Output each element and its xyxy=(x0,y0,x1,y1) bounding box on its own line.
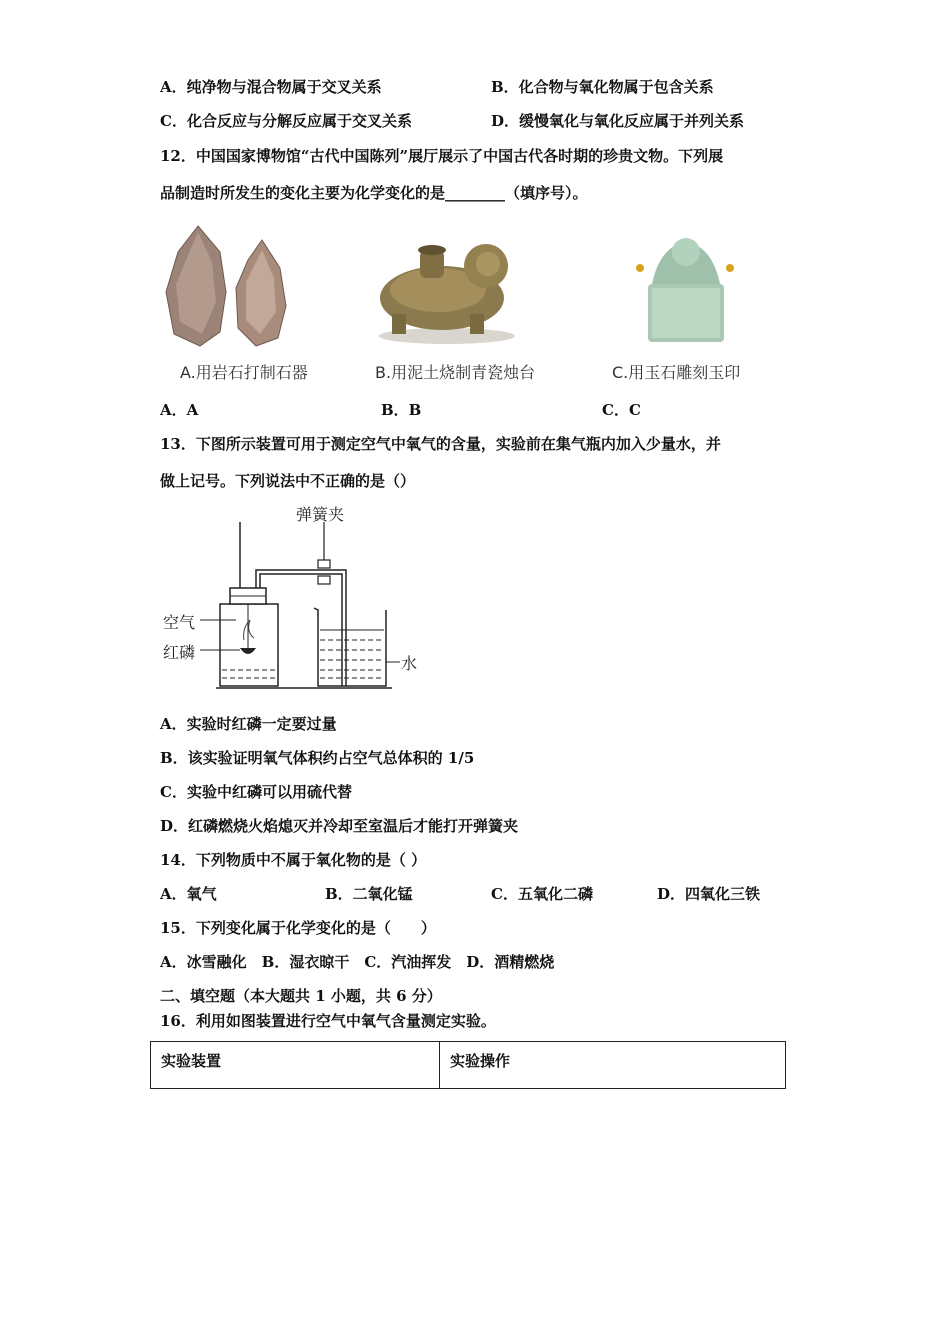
q12-caption-c: C.用玉石雕刻玉印 xyxy=(612,363,741,382)
q13-stem-line2: 做上记号。下列说法中不正确的是（） xyxy=(160,472,416,490)
q14-stem: 14．下列物质中不属于氧化物的是（ ） xyxy=(160,851,427,869)
q13-option-b: B．该实验证明氧气体积约占空气总体积的 1/5 xyxy=(160,749,475,767)
q16-table-header-apparatus: 实验装置 xyxy=(151,1042,440,1089)
q15-stem: 15．下列变化属于化学变化的是（ ） xyxy=(160,919,436,937)
q13-option-c: C．实验中红磷可以用硫代替 xyxy=(160,783,352,801)
q16-table xyxy=(150,1041,786,1089)
diagram-label-air: 空气 xyxy=(163,613,196,632)
q14-option-d: D．四氧化三铁 xyxy=(657,885,761,903)
q12-caption-b: B.用泥土烧制青瓷烛台 xyxy=(375,363,536,382)
diagram-label-water: 水 xyxy=(401,654,418,673)
q12-option-c: C．C xyxy=(602,401,641,419)
jade-seal-image xyxy=(630,222,740,348)
q12-stem-line2: 品制造时所发生的变化主要为化学变化的是________（填序号）。 xyxy=(160,184,588,202)
q13-option-d: D．红磷燃烧火焰熄灭并冷却至室温后才能打开弹簧夹 xyxy=(160,817,519,835)
q12-caption-a: A.用岩石打制石器 xyxy=(180,363,308,382)
q16-table-header-operation: 实验操作 xyxy=(440,1042,786,1089)
diagram-label-phosphorus: 红磷 xyxy=(163,643,196,662)
q13-option-a: A．实验时红磷一定要过量 xyxy=(160,715,337,733)
q12-option-a: A．A xyxy=(160,401,199,419)
q14-option-c: C．五氧化二磷 xyxy=(491,885,593,903)
q11-option-c: C．化合反应与分解反应属于交叉关系 xyxy=(160,112,412,130)
section-two-title: 二、填空题（本大题共 1 小题，共 6 分） xyxy=(160,987,442,1005)
oxygen-measurement-apparatus xyxy=(160,500,440,700)
q14-option-b: B．二氧化锰 xyxy=(325,885,413,903)
stone-tools-image xyxy=(160,222,295,350)
q11-option-d: D．缓慢氧化与氧化反应属于并列关系 xyxy=(491,112,745,130)
q12-stem-line1: 12．中国国家博物馆“古代中国陈列”展厅展示了中国古代各时期的珍贵文物。下列展 xyxy=(160,147,724,165)
q14-option-a: A．氧气 xyxy=(160,885,217,903)
q11-option-a: A．纯净物与混合物属于交叉关系 xyxy=(160,78,382,96)
q11-option-b: B．化合物与氧化物属于包含关系 xyxy=(491,78,714,96)
q12-option-b: B．B xyxy=(381,401,422,419)
q13-stem-line1: 13．下图所示装置可用于测定空气中氧气的含量，实验前在集气瓶内加入少量水，并 xyxy=(160,435,721,453)
q16-stem: 16．利用如图装置进行空气中氧气含量测定实验。 xyxy=(160,1012,496,1030)
diagram-label-clamp: 弹簧夹 xyxy=(296,505,345,524)
celadon-candle-holder-image xyxy=(372,228,522,346)
q15-options: A．冰雪融化 B．湿衣晾干 C．汽油挥发 D．酒精燃烧 xyxy=(160,953,555,971)
